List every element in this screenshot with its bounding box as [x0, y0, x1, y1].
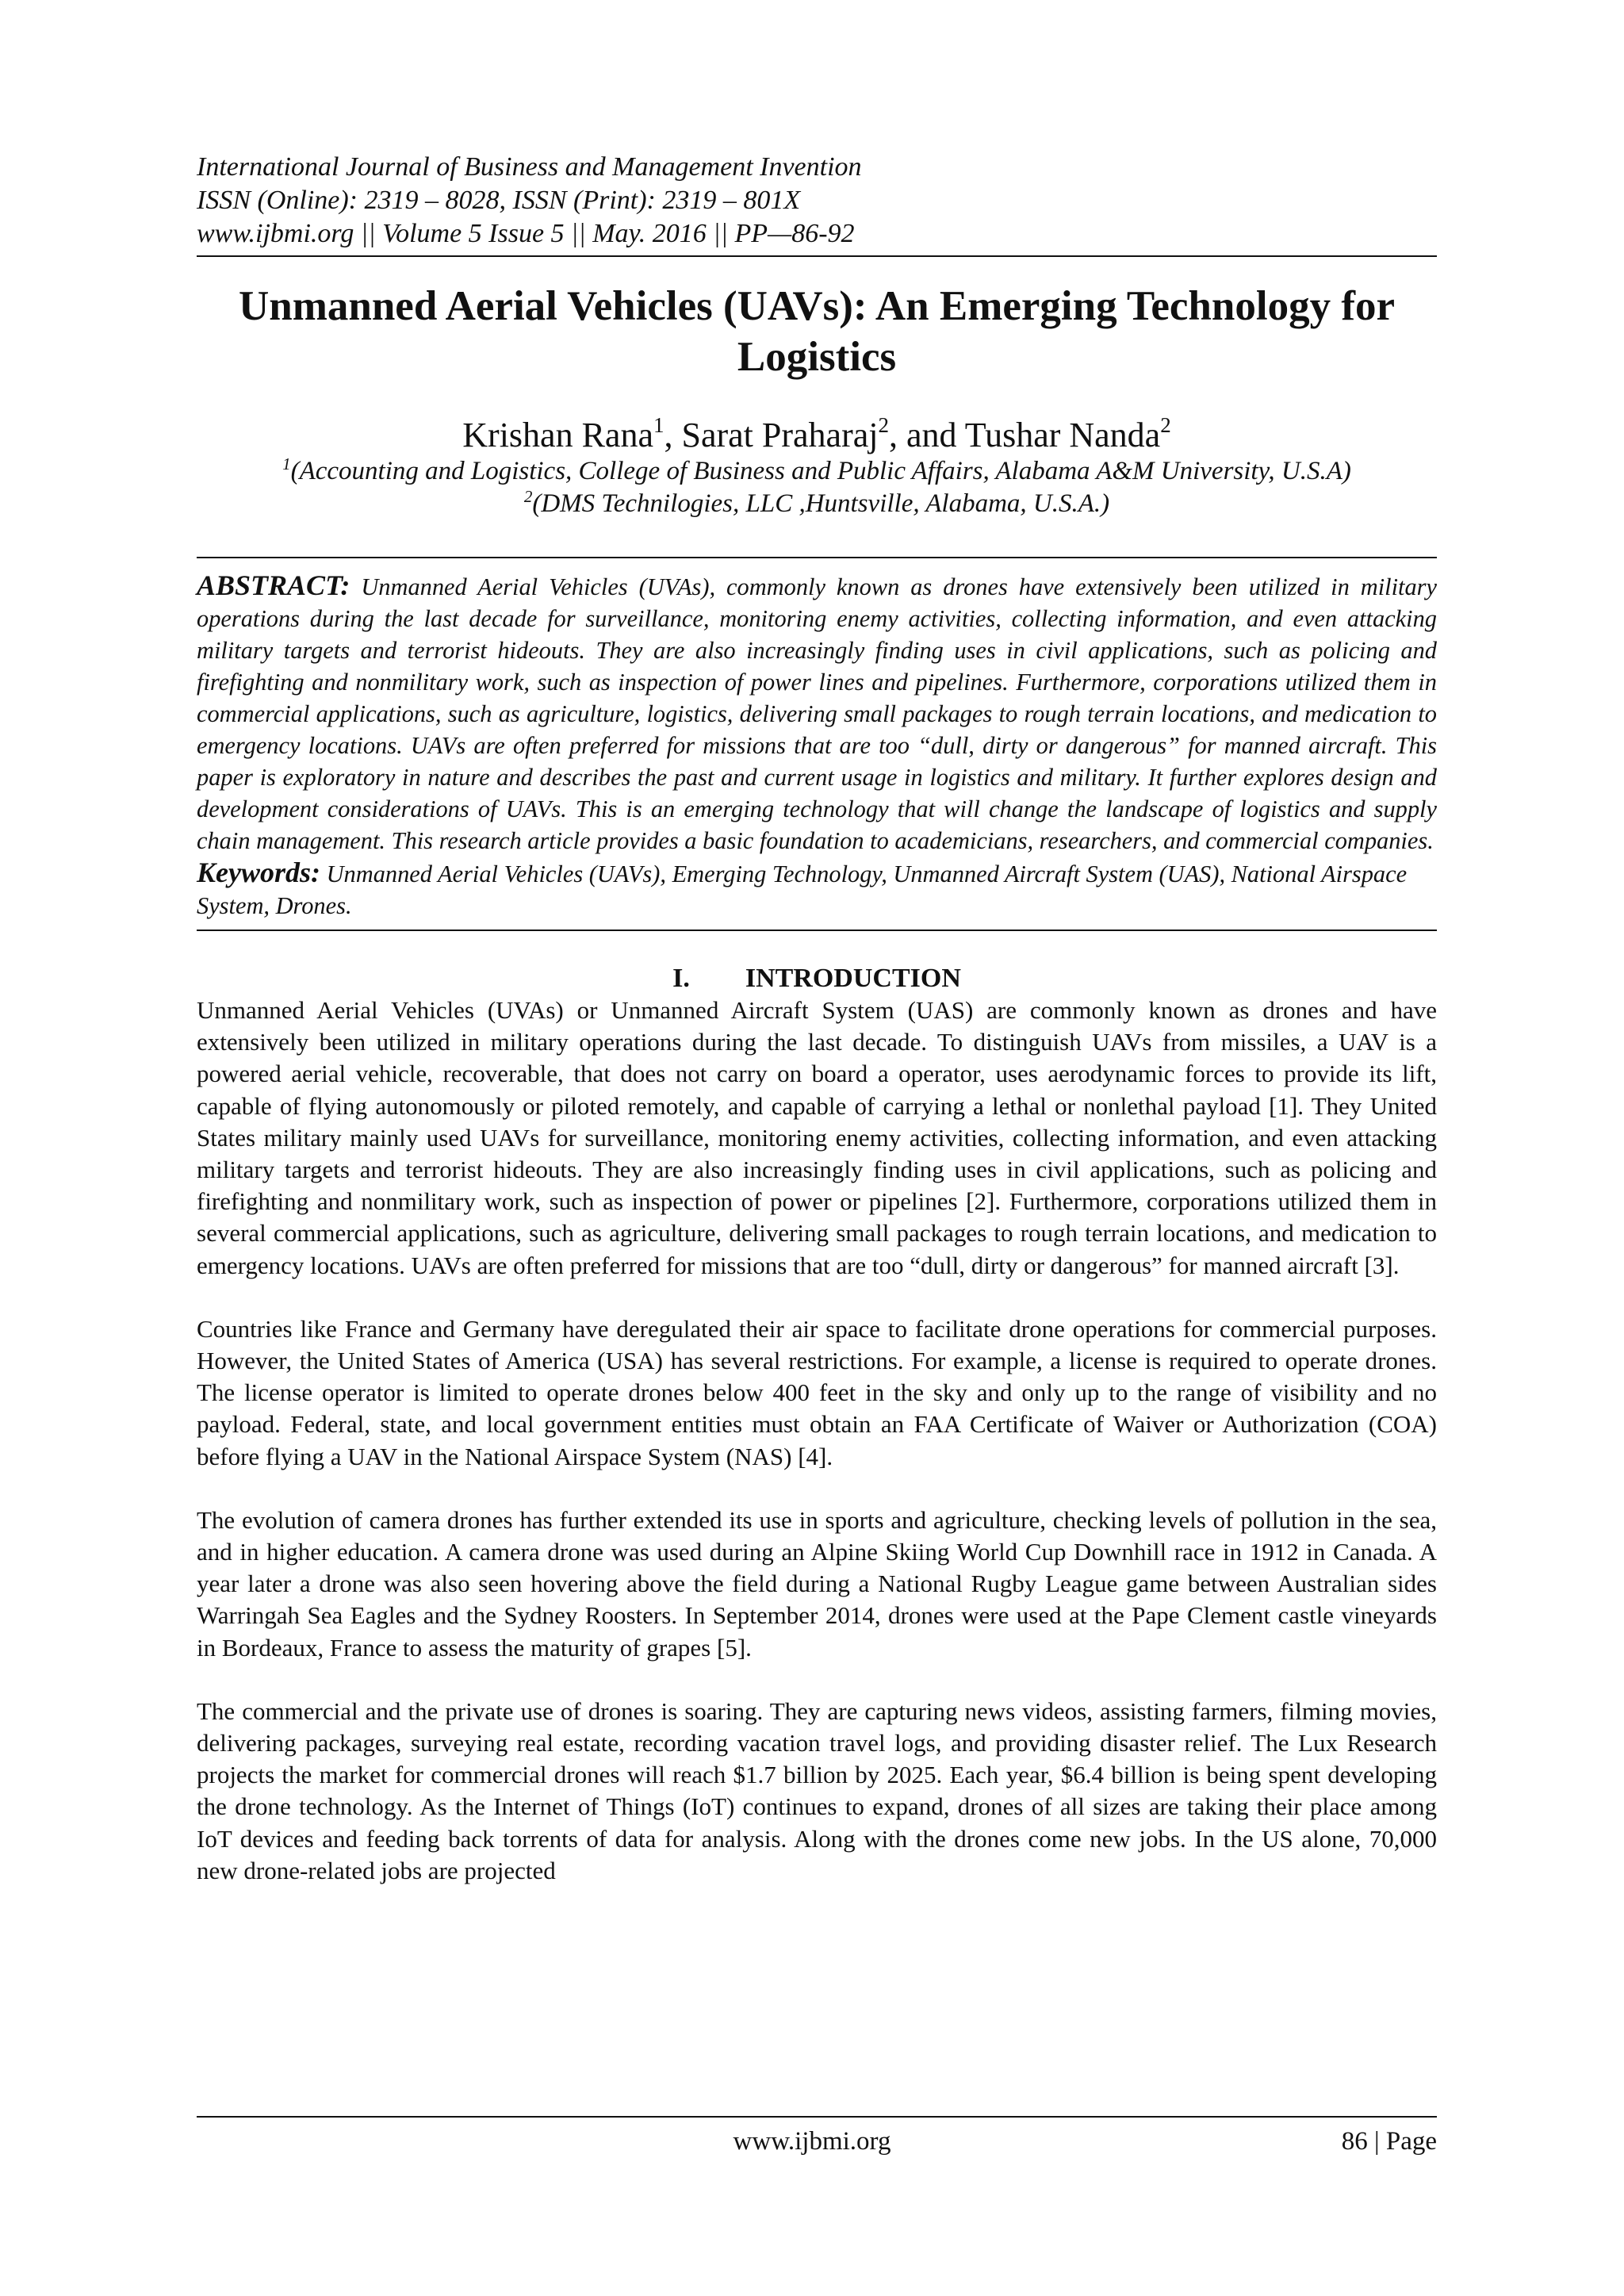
- journal-issn: ISSN (Online): 2319 – 8028, ISSN (Print): 2319 – 801X: [197, 186, 801, 215]
- affiliation: [197, 488, 1437, 520]
- body-paragraph: Unmanned Aerial Vehicles (UVAs) or Unmanned Aircraft System (UAS) are commonly known as drones and have extensively been utilized in military operations during the last decade. To distinguish UAVs from missiles, a UAV is a powered aerial vehicle, recoverable, that does not carry on board a operator, uses aerodynamic forces to provide its lift, capable of flying autonomously or piloted remotely, and capable of carrying a lethal or nonlethal payload [1]. They United States military mainly used UAVs for surveillance, monitoring enemy activities, collecting information, and even attacking military targets and terrorist hideouts. They are also increasingly finding uses in civil applications, such as policing and firefighting and nonmilitary work, such as inspection of power or pipelines [2]. Furthermore, corporations utilized them in several commercial applications, such as agriculture, delivering small packages to rough terrain locations, and medication to emergency locations. UAVs are often preferred for missions that are too “dull, dirty or dangerous” for manned aircraft [3].: [197, 996, 1437, 1279]
- keywords-label: Keywords:: [197, 857, 320, 888]
- abstract-text: Unmanned Aerial Vehicles (UVAs), commonly known as drones have extensively been utilized in military operations during the last decade for surveillance, monitoring enemy activities, collecting information, and even attacking military targets and terrorist hideouts. They are also increasingly finding uses in civil applications, such as policing and firefighting and nonmilitary work, such as inspection of power lines and pipelines. Furthermore, corporations utilized them in commercial applications, such as agriculture, logistics, delivering small packages to rough terrain locations, and medication to emergency locations. UAVs are often preferred for missions that are too “dull, dirty or dangerous” for manned aircraft. This paper is exploratory in nature and describes the past and current usage in logistics and military. It further explores design and development considerations of UAVs. This is an emerging technology that will change the landscape of logistics and supply chain management. This research article provides a basic foundation to academicians, researchers, and commercial companies.: [197, 573, 1437, 854]
- body-paragraph: The evolution of camera drones has further extended its use in sports and agriculture, checking levels of pollution in the sea, and in higher education. A camera drone was used during an Alpine Skiing World Cup Downhill race in 1912 in Canada. A year later a drone was also seen hovering above the field during a National Rugby League game between Australian sides Warringah Sea Eagles and the Sydney Roosters. In September 2014, drones were used at the Pape Clement castle vineyards in Bordeaux, France to assess the maturity of grapes [5].: [197, 1505, 1437, 1662]
- author-affiliation-mark: 2: [878, 413, 889, 437]
- affiliation-mark: 1: [282, 454, 291, 473]
- keywords: [197, 857, 1437, 922]
- author-separator: , and: [889, 416, 965, 454]
- author-affiliation-mark: 2: [1160, 413, 1171, 437]
- section-title: INTRODUCTION: [745, 964, 961, 993]
- body-paragraph: Countries like France and Germany have deregulated their air space to facilitate drone operations for commercial purposes. However, the United States of America (USA) has several restrictions. For example, a license is required to operate drones. The license operator is limited to operate drones below 400 feet in the sky and only up to the range of visibility and no payload. Federal, state, and local government entities must obtain an FAA Certificate of Waiver or Authorization (COA) before flying a UAV in the National Airspace System (NAS) [4].: [197, 1314, 1437, 1470]
- abstract-label: ABSTRACT:: [197, 569, 350, 601]
- author-name: Krishan Rana: [462, 416, 653, 454]
- journal-header: [197, 151, 1437, 257]
- footer-page-number: 86 | Page: [1341, 2127, 1437, 2156]
- footer-url: www.ijbmi.org: [733, 2127, 891, 2156]
- author-list: [197, 413, 1437, 455]
- affiliation-text: (DMS Technilogies, LLC ,Huntsville, Alabama, U.S.A.): [532, 489, 1110, 518]
- abstract-box: [197, 557, 1437, 931]
- section-heading: [197, 963, 1437, 995]
- abstract: [197, 569, 1437, 857]
- body-paragraph: The commercial and the private use of drones is soaring. They are capturing news videos, assisting farmers, filming movies, delivering packages, surveying real estate, recording vacation travel logs, and providing disaster relief. The Lux Research projects the market for commercial drones will reach $1.7 billion by 2025. Each year, $6.4 billion is being spent developing the drone technology. As the Internet of Things (IoT) continues to expand, drones of all sizes are taking their place among IoT devices and feeding back torrents of data for analysis. Along with the drones come new jobs. In the US alone, 70,000 new drone-related jobs are projected: [197, 1696, 1437, 1884]
- journal-volume: www.ijbmi.org || Volume 5 Issue 5 || May. 2016 || PP—86-92: [197, 219, 855, 248]
- journal-name: International Journal of Business and Management Invention: [197, 152, 862, 182]
- page-content: [197, 151, 1437, 1918]
- footer-divider: [197, 2116, 1437, 2118]
- section-number: I.: [672, 964, 690, 993]
- author-name: Sarat Praharaj: [681, 416, 879, 454]
- author-name: Tushar Nanda: [964, 416, 1161, 454]
- affiliation-mark: 2: [523, 487, 533, 506]
- affiliation: [197, 455, 1437, 488]
- affiliation-text: (Accounting and Logistics, College of Business and Public Affairs, Alabama A&M University, U.S.A): [290, 457, 1351, 485]
- paper-title: Unmanned Aerial Vehicles (UAVs): An Emerging Technology for Logistics: [238, 283, 1396, 380]
- author-separator: ,: [664, 416, 682, 454]
- keywords-text: Unmanned Aerial Vehicles (UAVs), Emerging Technology, Unmanned Aircraft System (UAS), National Airspace System, Drones.: [197, 861, 1408, 919]
- author-affiliation-mark: 1: [653, 413, 665, 437]
